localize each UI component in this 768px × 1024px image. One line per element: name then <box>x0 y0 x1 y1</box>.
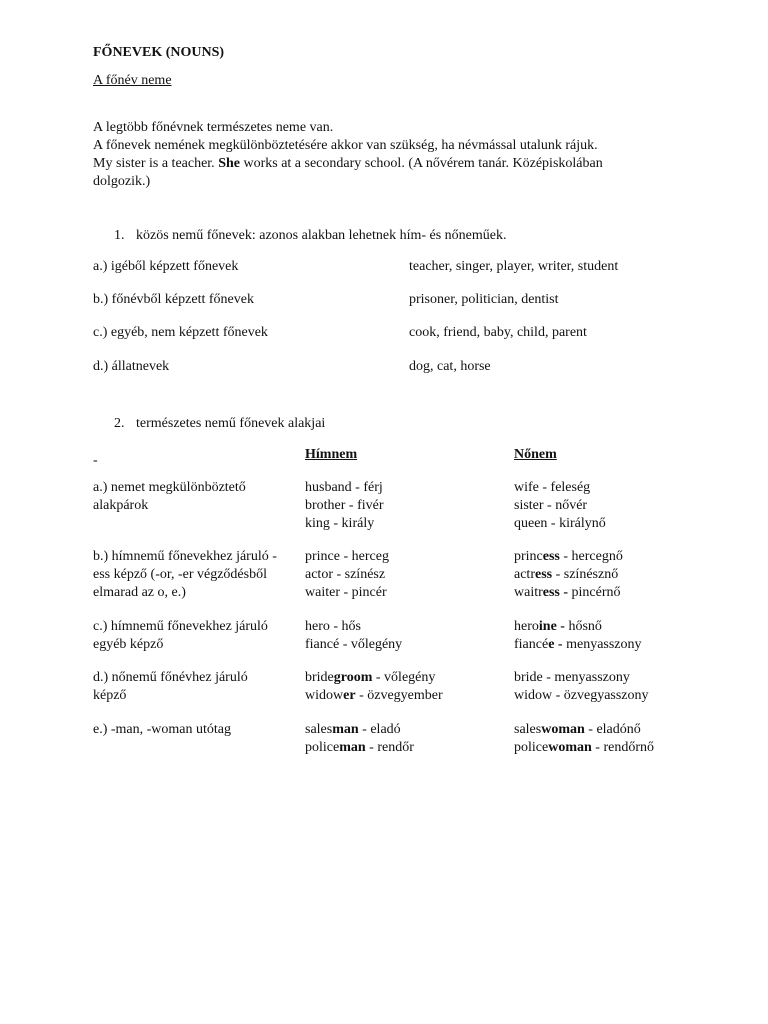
column-header-feminine: Nőnem <box>514 447 557 462</box>
section1-row-label: d.) állatnevek <box>93 359 170 374</box>
section1-row-examples: dog, cat, horse <box>409 359 491 374</box>
section1-row-examples: teacher, singer, player, writer, student <box>409 259 619 274</box>
intro-line: dolgozik.) <box>93 174 151 189</box>
document-title: FŐNEVEK (NOUNS) <box>93 45 225 60</box>
masculine-examples: hero - hős fiancé - vőlegény <box>305 619 403 652</box>
intro-line: My sister is a teacher. She works at a secondary school. (A nővérem tanár. Középiskolában <box>93 156 603 171</box>
section1-row-examples: prisoner, politician, dentist <box>409 292 559 307</box>
column-header-masculine: Hímnem <box>305 447 358 462</box>
section1-heading: 1. közös nemű főnevek: azonos alakban lehetnek hím- és nőneműek. <box>114 228 507 243</box>
dash-marker: - <box>93 453 98 468</box>
feminine-examples: wife - feleség sister - nővér queen - királynő <box>514 480 606 531</box>
section2-heading: 2. természetes nemű főnevek alakjai <box>114 416 326 431</box>
feminine-examples: heroine - hősnő fiancée - menyasszony <box>514 619 642 652</box>
masculine-examples: husband - férj brother - fivér king - király <box>305 480 384 531</box>
section2-row-label: c.) hímnemű főnevekhez járuló egyéb képző <box>93 619 268 652</box>
section1-row-examples: cook, friend, baby, child, parent <box>409 325 587 340</box>
section2-row-label: b.) hímnemű főnevekhez járuló - ess képző (-or, -er végződésből elmarad az o, e.) <box>93 549 277 600</box>
masculine-examples: salesman - eladó policeman - rendőr <box>305 722 414 755</box>
section1-row-label: a.) igéből képzett főnevek <box>93 259 239 274</box>
feminine-examples: saleswoman - eladónő policewoman - rendőrnő <box>514 722 654 755</box>
section1-row-label: c.) egyéb, nem képzett főnevek <box>93 325 268 340</box>
intro-paragraph <box>93 119 693 191</box>
masculine-examples: bridegroom - vőlegény widower - özvegyember <box>305 670 443 703</box>
section2-row-label: d.) nőnemű főnévhez járuló képző <box>93 670 248 703</box>
intro-line: A főnevek nemének megkülönböztetésére akkor van szükség, ha névmással utalunk rájuk. <box>93 138 598 153</box>
section2-row-label: e.) -man, -woman utótag <box>93 722 232 737</box>
intro-line: A legtöbb főnévnek természetes neme van. <box>93 120 334 135</box>
feminine-examples: bride - menyasszony widow - özvegyasszony <box>514 670 649 703</box>
masculine-examples: prince - herceg actor - színész waiter - pincér <box>305 549 389 600</box>
section2-row-label: a.) nemet megkülönböztető alakpárok <box>93 480 246 513</box>
feminine-examples: princess - hercegnő actress - színésznő waitress - pincérnő <box>514 549 623 600</box>
section1-row-label: b.) főnévből képzett főnevek <box>93 292 254 307</box>
section-subtitle: A főnév neme <box>93 73 172 88</box>
